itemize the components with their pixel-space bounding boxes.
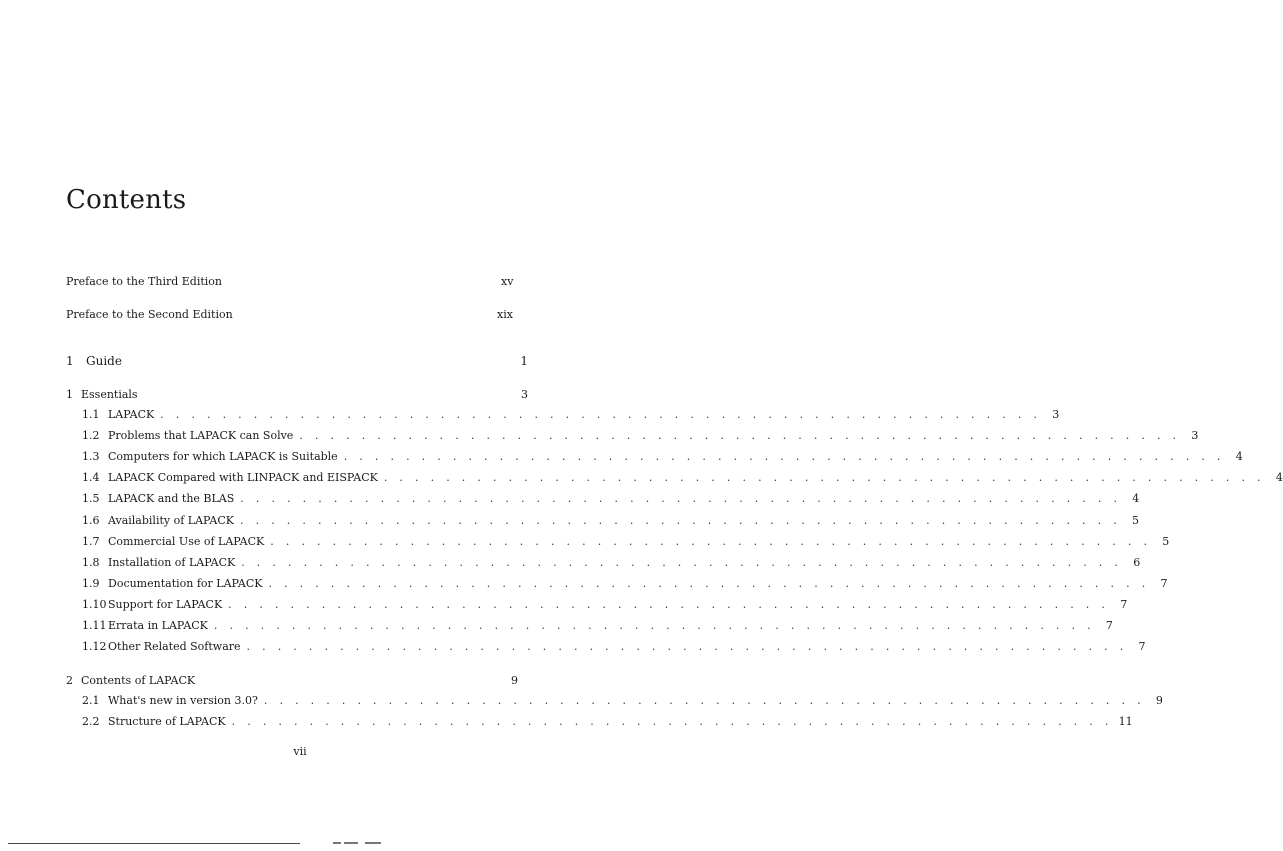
dot-leader: . . . . . . . . . . . . . . . . . . . . . . . . . . . . . . . . . . . . . . . . . . . . . . . . . . . . . . . . . xyxy=(240,514,1122,527)
section-title: Other Related Software xyxy=(108,640,241,653)
section-number: 1.6 xyxy=(82,514,100,527)
section-title: Commercial Use of LAPACK xyxy=(108,535,265,548)
toc-part-title[interactable]: Guide xyxy=(86,354,122,368)
scan-mark xyxy=(344,842,358,844)
scan-mark xyxy=(333,842,341,844)
section-page: 3 xyxy=(1052,408,1060,421)
toc-section-2-1[interactable] xyxy=(82,694,1163,708)
section-title: LAPACK and the BLAS xyxy=(108,492,235,505)
section-number: 1.3 xyxy=(82,450,100,463)
toc-part-number: 1 xyxy=(66,354,74,368)
section-title: LAPACK Compared with LINPACK and EISPACK xyxy=(108,471,378,484)
toc-section-1-2[interactable] xyxy=(82,429,1199,443)
dot-leader: . . . . . . . . . . . . . . . . . . . . . . . . . . . . . . . . . . . . . . . . . . . . . . . . . . . . . . . . . xyxy=(270,535,1152,548)
section-number: 1.5 xyxy=(82,492,100,505)
dot-leader: . . . . . . . . . . . . . . . . . . . . . . . . . . . . . . . . . . . . . . . . . . . . . . . . . . . . . . . . . xyxy=(228,598,1110,611)
toc-chapter-1-title[interactable]: Essentials xyxy=(81,388,138,401)
section-title: Computers for which LAPACK is Suitable xyxy=(108,450,338,463)
section-page: 4 xyxy=(1235,450,1243,463)
section-number: 1.11 xyxy=(82,619,107,632)
section-page: 11 xyxy=(1118,715,1133,728)
section-title: What's new in version 3.0? xyxy=(108,694,258,707)
dot-leader: . . . . . . . . . . . . . . . . . . . . . . . . . . . . . . . . . . . . . . . . . . . . . . . . . . . . . . . . . xyxy=(263,694,1145,707)
section-title: Errata in LAPACK xyxy=(108,619,208,632)
section-title: Support for LAPACK xyxy=(108,598,223,611)
toc-section-1-9[interactable] xyxy=(82,577,1168,591)
toc-preface-third-page: xv xyxy=(501,275,514,288)
section-page: 7 xyxy=(1138,640,1146,653)
toc-section-2-2[interactable] xyxy=(82,715,1133,729)
scan-mark xyxy=(365,842,381,844)
dot-leader: . . . . . . . . . . . . . . . . . . . . . . . . . . . . . . . . . . . . . . . . . . . . . . . . . . . . . . . . . xyxy=(268,577,1150,590)
bottom-rule xyxy=(8,843,300,844)
section-number: 1.9 xyxy=(82,577,100,590)
dot-leader: . . . . . . . . . . . . . . . . . . . . . . . . . . . . . . . . . . . . . . . . . . . . . . . . . . . . . . . . . xyxy=(383,471,1265,484)
section-page: 4 xyxy=(1132,492,1140,505)
toc-section-1-10[interactable] xyxy=(82,598,1128,612)
toc-section-1-3[interactable] xyxy=(82,450,1243,464)
section-title: Problems that LAPACK can Solve xyxy=(108,429,294,442)
dot-leader: . . . . . . . . . . . . . . . . . . . . . . . . . . . . . . . . . . . . . . . . . . . . . . . . . . . . . . . . . xyxy=(299,429,1181,442)
section-number: 2.1 xyxy=(82,694,100,707)
dot-leader: . . . . . . . . . . . . . . . . . . . . . . . . . . . . . . . . . . . . . . . . . . . . . . . . . . . . . . . . . xyxy=(231,715,1113,728)
section-page: 7 xyxy=(1160,577,1168,590)
toc-chapter-1-number: 1 xyxy=(66,388,73,401)
toc-section-1-5[interactable] xyxy=(82,492,1140,506)
toc-section-1-8[interactable] xyxy=(82,556,1141,570)
section-page: 5 xyxy=(1132,514,1140,527)
toc-section-1-7[interactable] xyxy=(82,535,1170,549)
toc-chapter-2-title[interactable]: Contents of LAPACK xyxy=(81,674,196,687)
section-number: 1.8 xyxy=(82,556,100,569)
toc-section-1-4[interactable] xyxy=(82,471,1283,485)
section-title: Installation of LAPACK xyxy=(108,556,236,569)
section-page: 7 xyxy=(1105,619,1113,632)
section-page: 3 xyxy=(1191,429,1199,442)
page-title: Contents xyxy=(66,185,187,215)
toc-section-1-11[interactable] xyxy=(82,619,1113,633)
section-page: 9 xyxy=(1155,694,1163,707)
section-number: 2.2 xyxy=(82,715,100,728)
section-title: Documentation for LAPACK xyxy=(108,577,263,590)
toc-section-1-1[interactable] xyxy=(82,408,1060,422)
section-page: 4 xyxy=(1275,471,1283,484)
section-number: 1.2 xyxy=(82,429,100,442)
dot-leader: . . . . . . . . . . . . . . . . . . . . . . . . . . . . . . . . . . . . . . . . . . . . . . . . . . . . . . . . . xyxy=(240,492,1122,505)
section-page: 7 xyxy=(1120,598,1128,611)
page-number: vii xyxy=(293,745,307,758)
dot-leader: . . . . . . . . . . . . . . . . . . . . . . . . . . . . . . . . . . . . . . . . . . . . . . . . . . . . . . . . . xyxy=(213,619,1095,632)
toc-preface-second-page: xix xyxy=(497,308,513,321)
toc-preface-second-title[interactable]: Preface to the Second Edition xyxy=(66,308,233,321)
dot-leader: . . . . . . . . . . . . . . . . . . . . . . . . . . . . . . . . . . . . . . . . . . . . . . . . . . . . . . . . . xyxy=(343,450,1225,463)
toc-chapter-2-number: 2 xyxy=(66,674,73,687)
section-number: 1.12 xyxy=(82,640,107,653)
section-title: Structure of LAPACK xyxy=(108,715,226,728)
toc-chapter-2-page: 9 xyxy=(511,674,518,687)
toc-part-page: 1 xyxy=(520,354,528,368)
dot-leader: . . . . . . . . . . . . . . . . . . . . . . . . . . . . . . . . . . . . . . . . . . . . . . . . . . . . . . . . . xyxy=(160,408,1042,421)
section-page: 6 xyxy=(1133,556,1141,569)
dot-leader: . . . . . . . . . . . . . . . . . . . . . . . . . . . . . . . . . . . . . . . . . . . . . . . . . . . . . . . . . xyxy=(246,640,1128,653)
dot-leader: . . . . . . . . . . . . . . . . . . . . . . . . . . . . . . . . . . . . . . . . . . . . . . . . . . . . . . . . . xyxy=(241,556,1123,569)
section-number: 1.4 xyxy=(82,471,100,484)
section-page: 5 xyxy=(1162,535,1170,548)
toc-preface-third-title[interactable]: Preface to the Third Edition xyxy=(66,275,222,288)
section-number: 1.10 xyxy=(82,598,107,611)
section-title: LAPACK xyxy=(108,408,155,421)
toc-section-1-12[interactable] xyxy=(82,640,1146,654)
section-title: Availability of LAPACK xyxy=(108,514,235,527)
section-number: 1.1 xyxy=(82,408,100,421)
section-number: 1.7 xyxy=(82,535,100,548)
toc-chapter-1-page: 3 xyxy=(521,388,528,401)
toc-section-1-6[interactable] xyxy=(82,514,1140,528)
